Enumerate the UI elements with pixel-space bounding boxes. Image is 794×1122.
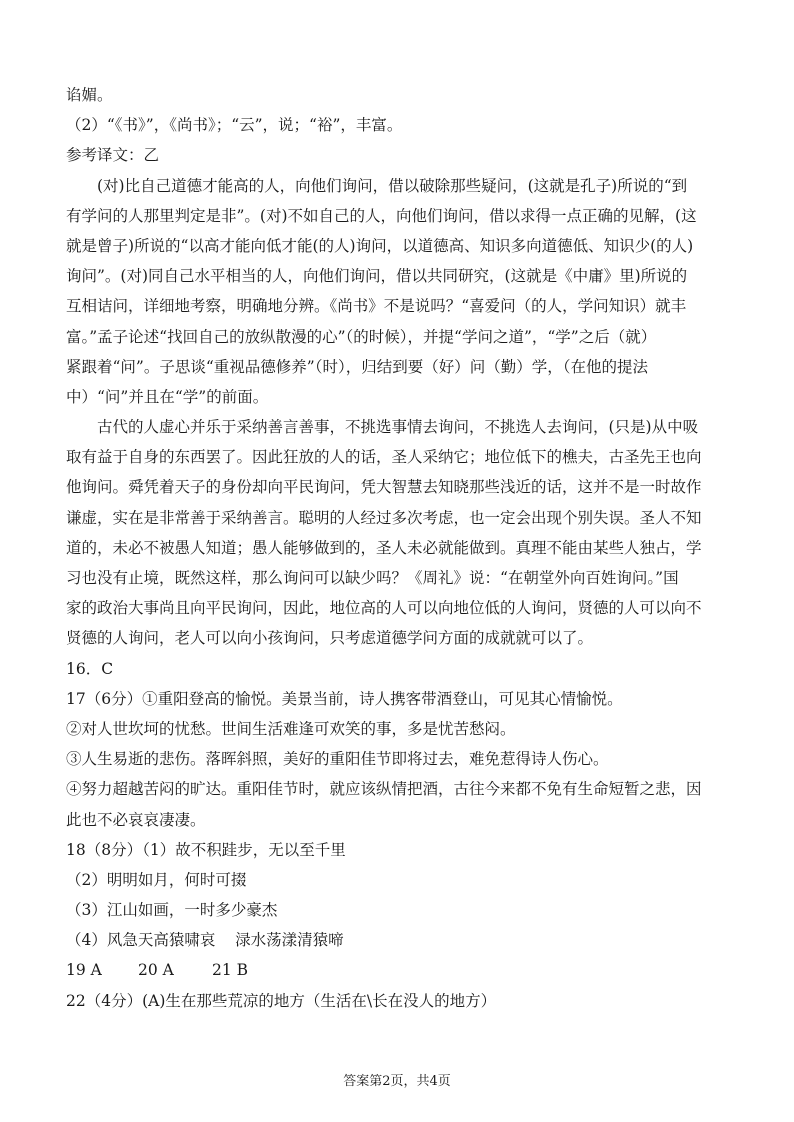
answer-17-line: 17（6分）①重阳登高的愉悦。美景当前，诗人携客带酒登山，可见其心情愉悦。	[66, 689, 623, 708]
answer-17-line: 此也不必哀哀凄凄。	[66, 810, 206, 829]
paragraph-line: 他询问。舜凭着天子的身份却向平民询问，凭大智慧去知晓那些浅近的话，这并不是一时故作	[66, 478, 702, 497]
answers-19-21	[66, 955, 728, 985]
paragraph-line: 就是曾子)所说的“以高才能向低才能(的人)询问，以道德高、知识多向道德低、知识少(的人)	[66, 236, 694, 255]
answer-16: 16．C	[66, 659, 114, 678]
answer-17-line: ④努力超越苦闷的旷达。重阳佳节时，就应该纵情把酒，古往今来都不免有生命短暂之悲，因	[66, 780, 702, 799]
paragraph-line: 有学问的人那里判定是非”。(对)不如自己的人，向他们询问，借以求得一点正确的见解，(这	[66, 206, 697, 225]
paragraph-line: 中）“问”并且在“学”的前面。	[66, 387, 269, 406]
paragraph-line: 取有益于自身的东西罢了。因此狂放的人的话，圣人采纳它；地位低下的樵夫，古圣先王也向	[66, 448, 702, 467]
answer-22: 22（4分）(A)生在那些荒凉的地方（生活在\长在没人的地方）	[66, 991, 497, 1010]
paragraph-line: 家的政治大事尚且向平民询问，因此，地位高的人可以向地位低的人询问，贤德的人可以向不	[66, 599, 702, 618]
paragraph-line: 古代的人虚心并乐于采纳善言善事，不挑选事情去询问，不挑选人去询问，(只是)从中吸	[97, 418, 699, 437]
answer-19: 19 A	[66, 961, 102, 980]
paragraph-line: 道的，未必不被愚人知道；愚人能够做到的，圣人未必就能做到。真理不能由某些人独占，学	[66, 538, 702, 557]
answer-18-line: （3）江山如画，一时多少豪杰	[66, 901, 278, 920]
answer-18-line: 18（8分）（1）故不积跬步，无以至千里	[66, 840, 346, 859]
paragraph-line: 习也没有止境，既然这样，那么询问可以缺少吗？《周礼》说：“在朝堂外向百姓询问。”国	[66, 569, 679, 587]
paragraph-line: 紧跟着“问”。子思谈“重视品德修养”（时），归结到要（好）问（勤）学，（在他的提法	[66, 357, 648, 376]
passage-continuation: 谄媚。	[66, 86, 113, 104]
paragraph-line: 谦虚，实在是非常善于采纳善言。聪明的人经过多次考虑，也一定会出现个别失误。圣人不知	[66, 508, 702, 527]
paragraph-line: 互相诘问，详细地考察，明确地分辨。《尚书》不是说吗？“喜爱问（的人，学问知识）就丰	[66, 297, 687, 316]
answer-18-line: （2）明明如月，何时可掇	[66, 870, 247, 889]
annotation-note-2: （2）“《书》”，《尚书》；“云”，说；“裕”，丰富。	[66, 116, 403, 135]
answer-20: 20 A	[138, 961, 174, 980]
translation-heading: 参考译文：乙	[66, 146, 160, 165]
page-content	[66, 80, 728, 1016]
answer-17-line: ③人生易逝的悲伤。落晖斜照，美好的重阳佳节即将过去，难免惹得诗人伤心。	[66, 750, 609, 769]
answer-18-line: （4）风急天高猿啸哀 渌水荡漾清猿啼	[66, 931, 344, 950]
paragraph-line: (对)比自己道德才能高的人，向他们询问，借以破除那些疑问，(这就是孔子)所说的“到	[97, 176, 688, 195]
paragraph-line: 询问”。(对)同自己水平相当的人，向他们询问，借以共同研究，(这就是《中庸》里)所说的	[66, 267, 688, 286]
answer-17	[66, 684, 728, 835]
answer-17-line: ②对人世坎坷的忧愁。世间生活难逢可欢笑的事，多是忧苦愁闷。	[66, 719, 516, 738]
answer-21: 21 B	[212, 961, 249, 980]
paragraph-line: 富。”孟子论述“找回自己的放纵散漫的心”（的时候），并提“学问之道”，“学”之后（就）	[66, 327, 657, 346]
answer-18	[66, 835, 728, 956]
translation-paragraph-2	[66, 412, 728, 654]
translation-paragraph-1	[66, 171, 728, 413]
page-number-footer: 答案第2页，共4页	[343, 1074, 451, 1089]
paragraph-line: 贤德的人询问，老人可以向小孩询问，只考虑道德学问方面的成就就可以了。	[66, 629, 594, 648]
